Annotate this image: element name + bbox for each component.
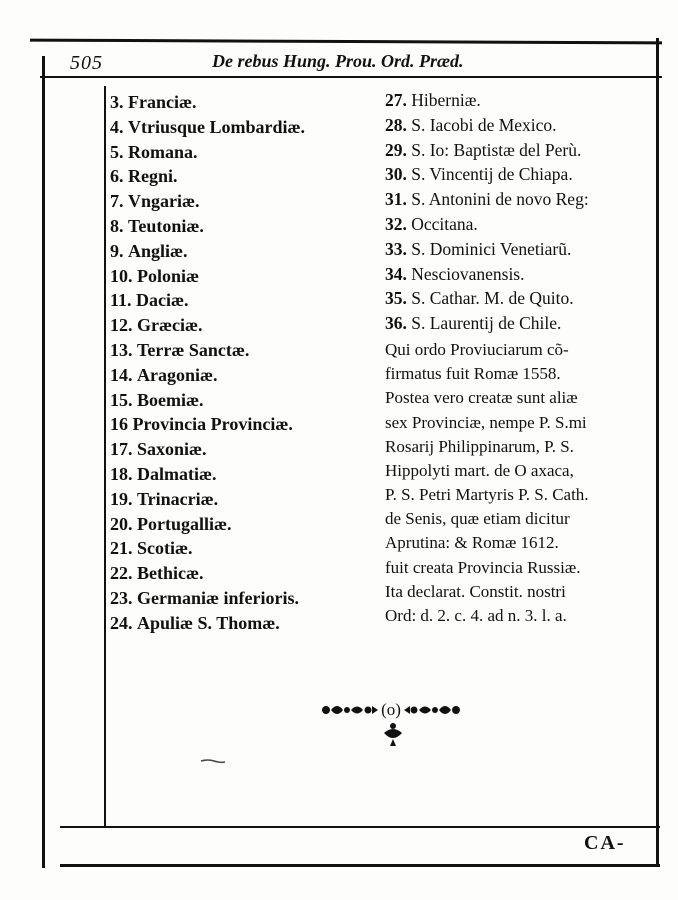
item-name: Aragoniæ. [137, 364, 218, 385]
item-name: Scotiæ. [137, 538, 193, 559]
list-item [110, 487, 378, 512]
top-rule [30, 39, 662, 45]
item-name: Teutoniæ. [128, 215, 204, 236]
list-item [110, 288, 378, 313]
left-province-list [110, 90, 378, 636]
bottom-rule [60, 864, 660, 867]
item-name: Græciæ. [137, 315, 203, 336]
item-number: 19. [110, 488, 133, 509]
item-number: 20. [110, 513, 133, 534]
paragraph-line: Rosarij Philippinarum, P. S. [385, 436, 574, 456]
page-number: 505 [70, 52, 103, 74]
printers-ornament [318, 697, 464, 723]
item-number: 8. [110, 215, 124, 236]
list-item [110, 561, 378, 586]
paragraph-line: Ita declarat. Constit. nostri [385, 581, 566, 601]
item-name: Provincia Provinciæ. [132, 414, 293, 435]
ink-smudge-icon [200, 758, 226, 764]
item-number: 21. [110, 538, 133, 559]
item-name: Vngariæ. [128, 191, 200, 212]
list-item [385, 212, 660, 237]
item-name: Nesciovanensis. [411, 263, 525, 284]
list-item [110, 536, 378, 561]
item-name: S. Cathar. M. de Quito. [411, 288, 574, 309]
item-number: 12. [110, 315, 133, 336]
list-item [110, 189, 378, 214]
list-item [110, 388, 378, 413]
bottom-inner-rule [60, 826, 660, 828]
list-item [110, 462, 378, 487]
item-number: 7. [110, 191, 124, 212]
list-item [110, 363, 378, 388]
item-name: S. Antonini de novo Reg: [411, 189, 589, 210]
item-number: 3. [110, 92, 124, 112]
list-item [385, 237, 660, 262]
paragraph-line: fuit creata Provincia Russiæ. [385, 557, 581, 577]
item-name: Franciæ. [128, 92, 197, 112]
item-name: Vtriusque Lombardiæ. [128, 116, 306, 137]
list-item [110, 437, 378, 462]
item-number: 35. [385, 288, 407, 309]
list-item [385, 88, 660, 113]
item-number: 5. [110, 141, 124, 162]
list-item [110, 140, 378, 165]
paragraph-line: Aprutina: & Romæ 1612. [385, 533, 559, 553]
paragraph-line: de Senis, quæ etiam dicitur [385, 509, 570, 529]
paragraph-line: sex Provinciæ, nempe P. S.mi [385, 412, 587, 432]
ornament-center-mark: (o) [381, 700, 401, 719]
list-item [110, 264, 378, 289]
item-number: 6. [110, 166, 124, 187]
list-item [385, 162, 660, 187]
inner-left-rule [104, 86, 106, 826]
list-item [385, 113, 660, 138]
item-number: 33. [385, 238, 407, 259]
item-number: 30. [385, 164, 407, 185]
ornament-right-flourish-icon [403, 700, 461, 720]
list-item [385, 311, 660, 336]
item-number: 9. [110, 240, 124, 261]
header-rule [40, 76, 662, 78]
item-name: Poloniæ [137, 265, 200, 286]
list-item [110, 512, 378, 537]
list-item [110, 239, 378, 264]
item-number: 23. [110, 587, 133, 608]
item-name: Romana. [128, 141, 198, 162]
paragraph-line: Hippolyti mart. de O axaca, [385, 460, 574, 480]
item-number: 29. [385, 139, 407, 160]
item-name: Regni. [128, 166, 178, 187]
item-name: Dalmatiæ. [137, 463, 217, 484]
item-name: S. Iacobi de Mexico. [411, 114, 557, 135]
item-name: Germaniæ inferioris. [137, 587, 299, 608]
paragraph-line: Postea vero creatæ sunt aliæ [385, 388, 578, 408]
list-item [110, 611, 378, 636]
item-number: 15. [110, 389, 133, 410]
paragraph-line: firmatus fuit Romæ 1558. [385, 364, 561, 384]
list-item [110, 313, 378, 338]
list-item [385, 262, 660, 287]
item-name: S. Vincentij de Chiapa. [411, 164, 573, 185]
right-province-list [385, 88, 660, 628]
item-name: S. Laurentij de Chile. [411, 313, 562, 334]
paragraph-line: Qui ordo Proviuciarum cõ- [385, 339, 569, 359]
item-name: Saxoniæ. [137, 439, 207, 460]
paragraph-line: Ord: d. 2. c. 4. ad n. 3. l. a. [385, 606, 567, 626]
ornament-left-flourish-icon [321, 700, 379, 720]
outer-left-rule [42, 56, 45, 868]
item-number: 31. [385, 189, 407, 210]
list-item [110, 338, 378, 363]
item-number: 13. [110, 339, 133, 360]
item-number: 17. [110, 439, 133, 460]
paragraph-line: P. S. Petri Martyris P. S. Cath. [385, 485, 589, 505]
item-number: 16 [110, 414, 128, 435]
item-number: 10. [110, 265, 133, 286]
item-name: Portugalliæ. [137, 513, 232, 534]
item-name: Boemiæ. [137, 389, 204, 410]
item-number: 18. [110, 463, 133, 484]
catchword: CA- [584, 832, 626, 854]
item-number: 22. [110, 563, 133, 584]
item-name: Angliæ. [128, 240, 188, 261]
item-name: S. Io: Baptistæ del Perù. [411, 139, 582, 160]
item-number: 27. [385, 90, 407, 110]
item-number: 11. [110, 290, 132, 311]
list-item [110, 115, 378, 140]
confirmation-paragraph [385, 338, 660, 628]
item-name: Terræ Sanctæ. [137, 339, 250, 360]
item-name: S. Dominici Venetiarũ. [411, 238, 572, 259]
item-name: Daciæ. [136, 290, 189, 311]
list-item [110, 586, 378, 611]
list-item [385, 286, 660, 311]
item-number: 36. [385, 313, 407, 334]
list-item [110, 412, 378, 437]
list-item [110, 214, 378, 239]
item-number: 14. [110, 364, 133, 385]
list-item [385, 187, 660, 212]
item-number: 32. [385, 213, 407, 234]
item-name: Apuliæ S. Thomæ. [137, 612, 280, 633]
list-item [385, 138, 660, 163]
item-name: Hiberniæ. [411, 90, 481, 110]
item-name: Trinacriæ. [137, 488, 219, 509]
list-item [110, 164, 378, 189]
list-item [110, 90, 378, 115]
item-name: Occitana. [411, 213, 478, 234]
fleuron-icon [381, 721, 405, 747]
item-number: 34. [385, 263, 407, 284]
running-title: De rebus Hung. Prou. Ord. Præd. [212, 51, 464, 71]
item-name: Bethicæ. [137, 563, 204, 584]
item-number: 28. [385, 114, 407, 135]
item-number: 4. [110, 116, 124, 137]
item-number: 24. [110, 612, 133, 633]
